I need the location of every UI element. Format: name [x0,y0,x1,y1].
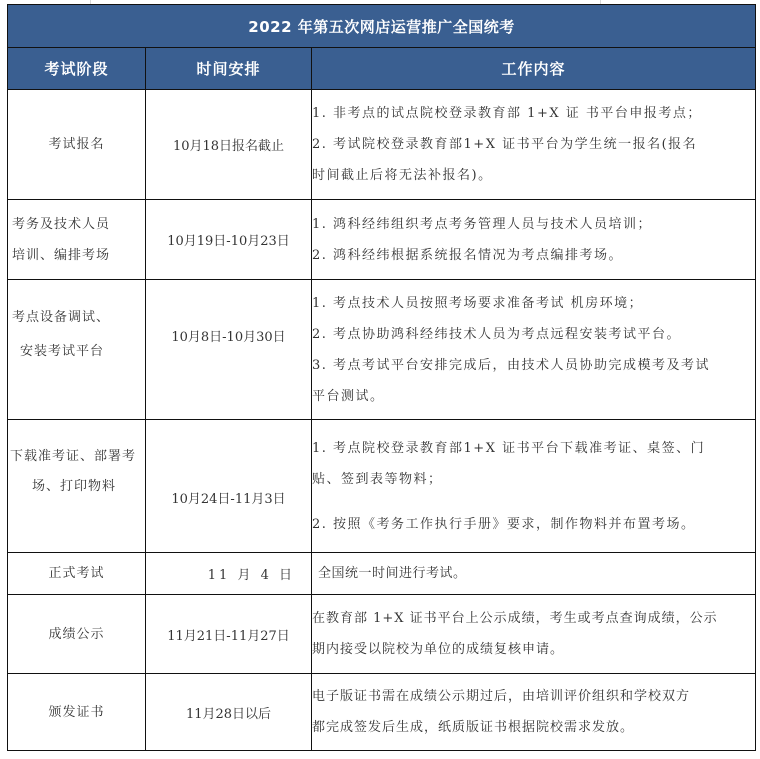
content-line: 在教育部 1+X 证书平台上公示成绩，考生或考点查询成绩，公示 [312,611,718,626]
content-line: 电子版证书需在成绩公示期过后，由培训评价组织和学校双方 [312,689,691,704]
time-cell: 10月19日-10月23日 [146,200,312,280]
table-row [8,200,756,280]
content-line: 时间截止后将无法补报名)。 [312,168,493,183]
content-line: 2. 鸿科经纬根据系统报名情况为考点编排考场。 [312,247,624,263]
stage-cell [8,280,146,420]
content-cell [312,90,756,200]
content-line: 1. 非考点的试点院校登录教育部 1+X 证 书平台申报考点； [312,106,702,121]
stage-cell [8,200,146,280]
table-row [8,280,756,420]
time-cell: 10月8日-10月30日 [146,280,312,420]
content-cell [312,553,756,595]
time-cell: 11 月 4 日 [146,553,312,595]
table-row [8,674,756,751]
stage-cell [8,595,146,674]
content-line: 期内接受以院校为单位的成绩复核申请。 [312,642,565,657]
column-header-content: 工作内容 [312,48,756,90]
table-title-row [8,5,756,48]
exam-schedule-table [7,4,756,751]
content-line: 2. 考点协助鸿科经纬技术人员为考点远程安装考试平台。 [312,326,682,342]
stage-label: 安装考试平台 [20,344,105,359]
time-cell: 10月18日报名截止 [146,90,312,200]
content-line: 都完成签发后生成，纸质版证书根据院校需求发放。 [312,720,635,735]
content-line: 2. 考试院校登录教育部1+X 证书平台为学生统一报名(报名 [312,137,698,152]
stage-label: 颁发证书 [48,704,105,720]
stage-label: 下载准考证、部署考 [10,449,137,464]
stage-label: 成绩公示 [48,626,105,642]
column-header-stage: 考试阶段 [8,48,146,90]
stage-label: 考试报名 [48,137,105,152]
stage-label: 培训、编排考场 [12,247,111,263]
content-spacer [312,495,755,509]
table-row [8,553,756,595]
time-cell: 11月21日-11月27日 [146,595,312,674]
content-cell [312,595,756,674]
content-cell [312,420,756,553]
stage-cell [8,90,146,200]
content-cell [312,674,756,751]
content-line: 1. 考点技术人员按照考场要求准备考试 机房环境； [312,295,644,311]
content-cell [312,280,756,420]
stage-cell [8,420,146,553]
table-row [8,90,756,200]
content-line: 1. 鸿科经纬组织考点考务管理人员与技术人员培训； [312,216,653,232]
time-cell: 10月24日-11月3日 [146,420,312,553]
column-header-row [8,48,756,90]
stage-label: 场、打印物料 [32,479,117,494]
table-row [8,595,756,674]
stage-label: 考务及技术人员 [12,216,111,232]
time-cell: 11月28日以后 [146,674,312,751]
stage-label: 正式考试 [48,566,105,581]
content-line: 贴、签到表等物料； [312,471,443,487]
stage-cell [8,553,146,595]
column-header-time: 时间安排 [146,48,312,90]
content-line: 全国统一时间进行考试。 [318,566,467,581]
stage-cell [8,674,146,751]
content-line: 3. 考点考试平台安排完成后，由技术人员协助完成模考及考试 [312,357,711,373]
content-cell [312,200,756,280]
table-row [8,420,756,553]
content-line: 平台测试。 [312,388,385,404]
stage-label: 考点设备调试、 [12,310,111,325]
content-line: 1. 考点院校登录教育部1+X 证书平台下载准考证、桌签、门 [312,440,706,456]
content-line: 2. 按照《考务工作执行手册》要求，制作物料并布置考场。 [312,516,696,532]
table-title: 2022 年第五次网店运营推广全国统考 [8,5,756,48]
